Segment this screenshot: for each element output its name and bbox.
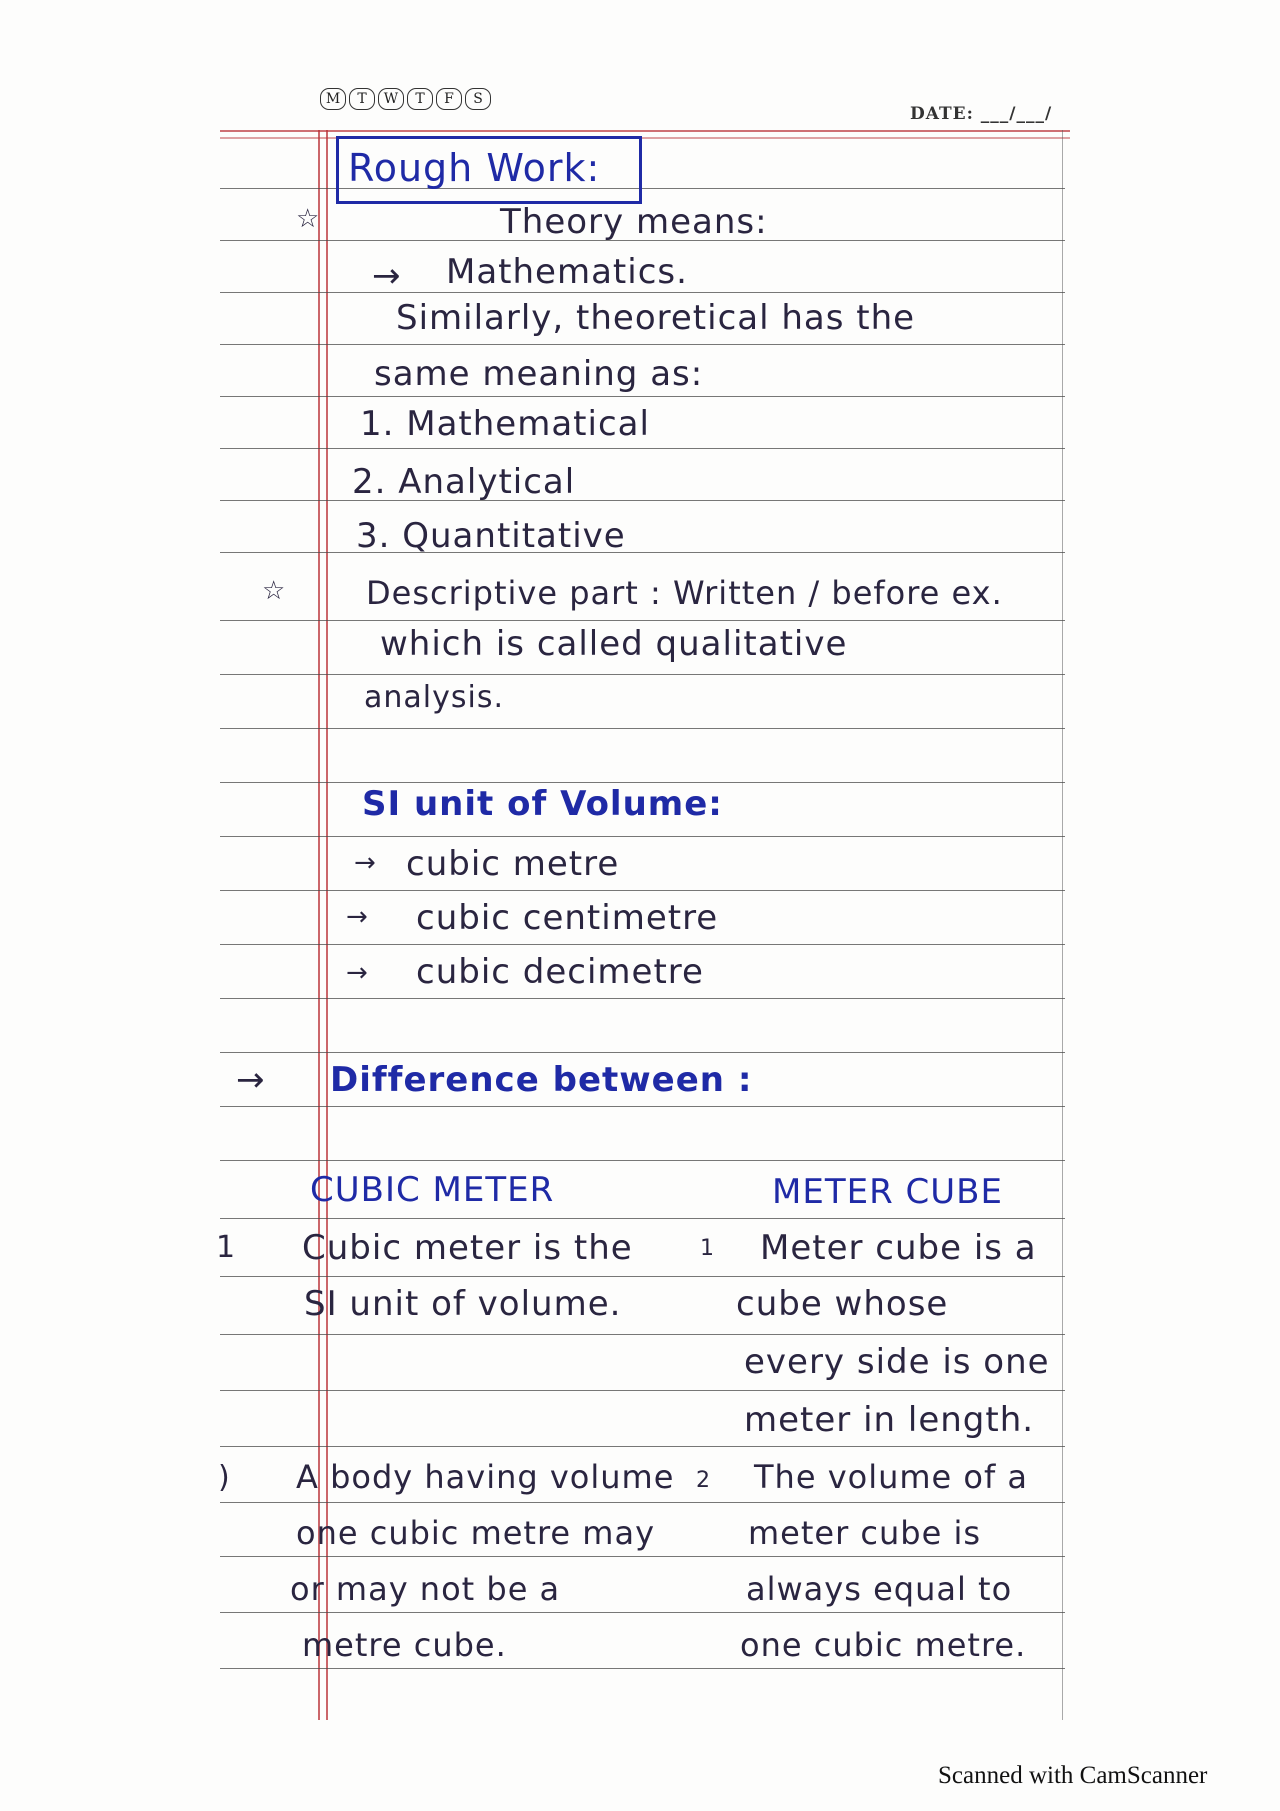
ruled-line: [220, 448, 1065, 449]
day-box: T: [407, 88, 433, 110]
theory-list-item: 1. Mathematical: [360, 404, 650, 444]
arrow-icon: →: [236, 1060, 266, 1100]
cubic-meter-heading: CUBIC METER: [310, 1170, 555, 1210]
si-unit-heading: SI unit of Volume:: [362, 784, 723, 824]
theory-list-item: 3. Quantitative: [356, 516, 626, 556]
point-number: 1: [700, 1236, 715, 1261]
scanner-watermark: Scanned with CamScanner: [938, 1762, 1208, 1789]
ruled-line: [220, 620, 1065, 621]
point-number: ): [218, 1460, 231, 1495]
ruled-line: [220, 1334, 1065, 1335]
ruled-line: [220, 1612, 1065, 1613]
meter-cube-point-2: The volume of a: [754, 1458, 1029, 1496]
ruled-line: [220, 1502, 1065, 1503]
ruled-line: [220, 890, 1065, 891]
theory-item: Mathematics.: [446, 252, 688, 292]
ruled-line: [220, 782, 1065, 783]
right-edge-line: [1062, 130, 1063, 1720]
point-number: 2: [696, 1468, 711, 1493]
meter-cube-point-2: always equal to: [746, 1570, 1013, 1608]
ruled-line: [220, 836, 1065, 837]
ruled-line: [220, 728, 1065, 729]
difference-heading: Difference between :: [330, 1060, 753, 1100]
ruled-line: [220, 1052, 1065, 1053]
cubic-meter-point-1: Cubic meter is the: [302, 1228, 633, 1268]
theory-line-2: same meaning as:: [374, 354, 704, 394]
ruled-line: [220, 292, 1065, 293]
day-box: F: [436, 88, 462, 110]
meter-cube-point-1: Meter cube is a: [760, 1228, 1037, 1268]
ruled-line: [220, 1446, 1065, 1447]
meter-cube-heading: METER CUBE: [772, 1172, 1003, 1212]
si-unit-item: cubic metre: [406, 844, 620, 884]
cubic-meter-point-2: A body having volume: [296, 1458, 675, 1496]
day-box: M: [320, 88, 346, 110]
ruled-line: [220, 396, 1065, 397]
ruled-line: [220, 500, 1065, 501]
theory-heading: Theory means:: [500, 202, 768, 242]
page-title: Rough Work:: [348, 146, 601, 190]
meter-cube-point-1: cube whose: [736, 1284, 949, 1324]
arrow-icon: →: [354, 848, 377, 878]
star-icon: ☆: [262, 576, 286, 606]
ruled-line: [220, 998, 1065, 999]
theory-line-1: Similarly, theoretical has the: [396, 298, 916, 338]
ruled-line: [220, 1218, 1065, 1219]
arrow-icon: →: [346, 958, 369, 988]
arrow-icon: →: [346, 902, 369, 932]
ruled-line: [220, 944, 1065, 945]
theory-list-item: 2. Analytical: [352, 462, 576, 502]
descriptive-line-3: analysis.: [364, 680, 505, 715]
ruled-line: [220, 1390, 1065, 1391]
weekday-boxes: [320, 88, 491, 110]
ruled-line: [220, 674, 1065, 675]
cubic-meter-point-1: SI unit of volume.: [304, 1284, 622, 1324]
cubic-meter-point-2: or may not be a: [290, 1570, 561, 1608]
ruled-line: [220, 1276, 1065, 1277]
si-unit-item: cubic centimetre: [416, 898, 719, 938]
day-box: W: [378, 88, 404, 110]
star-icon: ☆: [296, 204, 320, 234]
ruled-line: [220, 1556, 1065, 1557]
ruled-line: [220, 1106, 1065, 1107]
meter-cube-point-2: one cubic metre.: [740, 1626, 1027, 1664]
ruled-line: [220, 344, 1065, 345]
day-box: S: [465, 88, 491, 110]
point-number: 1: [216, 1230, 237, 1265]
ruled-line: [220, 1160, 1065, 1161]
meter-cube-point-2: meter cube is: [748, 1514, 982, 1552]
header-rule: [220, 130, 1070, 132]
ruled-line: [220, 552, 1065, 553]
descriptive-line-1: Descriptive part : Written / before ex.: [366, 574, 1003, 612]
day-box: T: [349, 88, 375, 110]
descriptive-line-2: which is called qualitative: [380, 624, 848, 664]
cubic-meter-point-2: metre cube.: [302, 1626, 507, 1664]
ruled-line: [220, 1668, 1065, 1669]
si-unit-item: cubic decimetre: [416, 952, 704, 992]
meter-cube-point-1: meter in length.: [744, 1400, 1035, 1440]
date-label: DATE: ___/___/: [910, 104, 1053, 124]
arrow-icon: →: [372, 256, 402, 296]
cubic-meter-point-2: one cubic metre may: [296, 1514, 655, 1552]
meter-cube-point-1: every side is one: [744, 1342, 1050, 1382]
